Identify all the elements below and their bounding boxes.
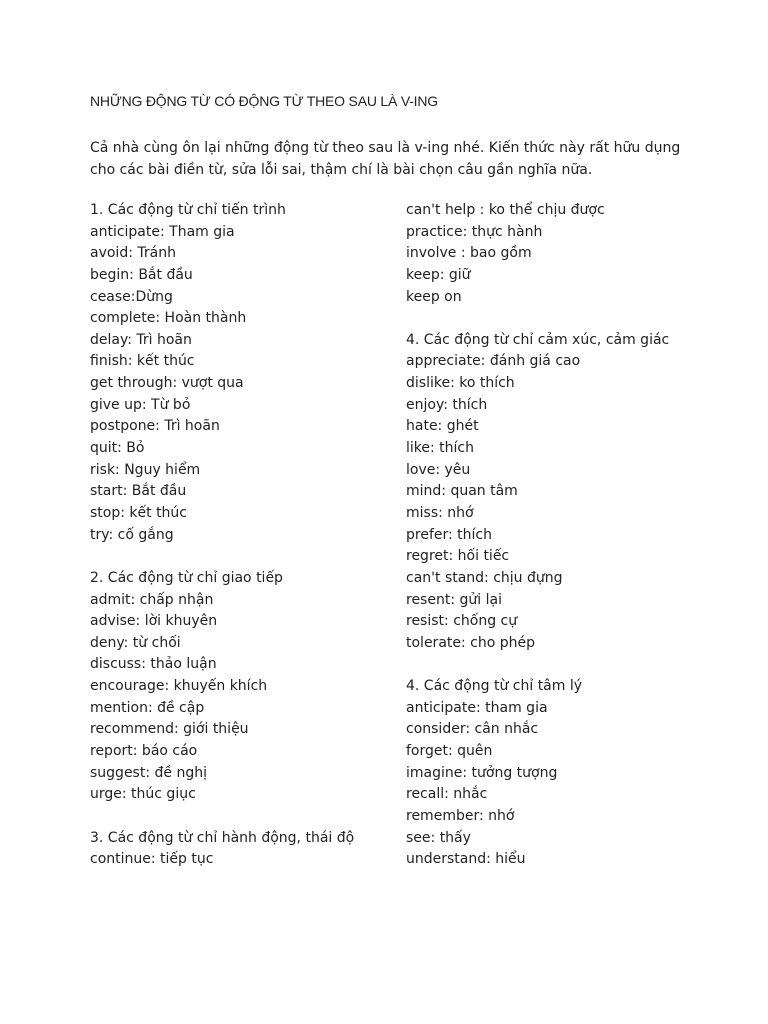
verb-item: anticipate: tham gia [406,699,548,716]
verb-item: appreciate: đánh giá cao [406,353,581,370]
verb-item: enjoy: thích [406,396,488,413]
verb-item: love: yêu [406,461,471,478]
section-heading-progress: 1. Các động từ chỉ tiến trình [90,202,286,218]
right-column [406,200,746,871]
verb-item: dislike: ko thích [406,375,515,392]
verb-item: postpone: Trì hoãn [90,418,220,435]
verb-item: give up: Từ bỏ [90,396,191,413]
verb-item: anticipate: Tham gia [90,223,235,240]
verb-item: start: Bắt đầu [90,483,187,500]
verb-item: try: cố gắng [90,526,174,543]
verb-item: encourage: khuyến khích [90,678,268,695]
verb-item: keep: giữ [406,266,471,283]
verb-item: remember: nhớ [406,807,515,824]
section-gap [406,654,746,676]
verb-item: mind: quan tâm [406,483,518,500]
verb-item: risk: Nguy hiểm [90,461,201,478]
verb-item: recommend: giới thiệu [90,721,249,738]
verb-item: finish: kết thúc [90,353,195,370]
verb-item: quit: Bỏ [90,440,145,457]
verb-item: stop: kết thúc [90,504,187,521]
verb-item: forget: quên [406,743,493,760]
verb-item: consider: cân nhắc [406,721,539,738]
section-gap [406,308,746,330]
verb-item: resent: gửi lại [406,591,502,608]
verb-item: prefer: thích [406,526,492,543]
verb-item: hate: ghét [406,418,479,435]
verb-item: recall: nhắc [406,786,488,803]
left-column [90,200,390,871]
verb-item: cease:Dừng [90,288,173,305]
verb-item: suggest: đề nghị [90,764,207,781]
verb-item: understand: hiểu [406,851,526,868]
verb-item: involve : bao gồm [406,245,532,262]
section-gap [90,546,390,568]
verb-item: miss: nhớ [406,504,474,521]
intro-paragraph [90,137,690,181]
verb-item: discuss: thảo luận [90,656,217,673]
section-gap [90,806,390,828]
section-heading-emotion: 4. Các động từ chỉ cảm xúc, cảm giác [406,331,670,348]
verb-item: can't help : ko thể chịu được [406,202,605,218]
verb-item: begin: Bắt đầu [90,266,193,283]
verb-item: mention: đề cập [90,699,205,716]
section-heading-psychology: 4. Các động từ chỉ tâm lý [406,678,583,695]
intro-line: Cả nhà cùng ôn lại những động từ theo sau là v-ing nhé. Kiến thức này rất hữu dụng [90,140,681,156]
verb-item: deny: từ chối [90,634,181,651]
section-heading-communication: 2. Các động từ chỉ giao tiếp [90,569,283,586]
verb-item: avoid: Tránh [90,245,176,262]
verb-item: practice: thực hành [406,223,543,240]
verb-item: delay: Trì hoãn [90,331,192,348]
verb-item: like: thích [406,440,474,457]
verb-item: report: báo cáo [90,743,198,760]
document-title: NHỮNG ĐỘNG TỪ CÓ ĐỘNG TỪ THEO SAU LÀ V-ING [90,93,438,109]
verb-item: tolerate: cho phép [406,634,536,651]
verb-item: can't stand: chịu đựng [406,569,563,586]
verb-item: admit: chấp nhận [90,591,214,608]
verb-item: complete: Hoàn thành [90,310,247,327]
intro-line: cho các bài điền từ, sửa lỗi sai, thậm chí là bài chọn câu gần nghĩa nữa. [90,162,593,178]
verb-item: advise: lời khuyên [90,613,218,630]
verb-item: get through: vượt qua [90,375,244,392]
verb-item: continue: tiếp tục [90,851,214,868]
verb-item: see: thấy [406,829,471,846]
verb-item: regret: hối tiếc [406,548,510,565]
verb-item: imagine: tưởng tượng [406,764,558,781]
section-heading-action: 3. Các động từ chỉ hành động, thái độ [90,829,355,846]
verb-item: urge: thúc giục [90,786,196,803]
verb-item: keep on [406,288,462,305]
verb-item: resist: chống cự [406,613,518,630]
